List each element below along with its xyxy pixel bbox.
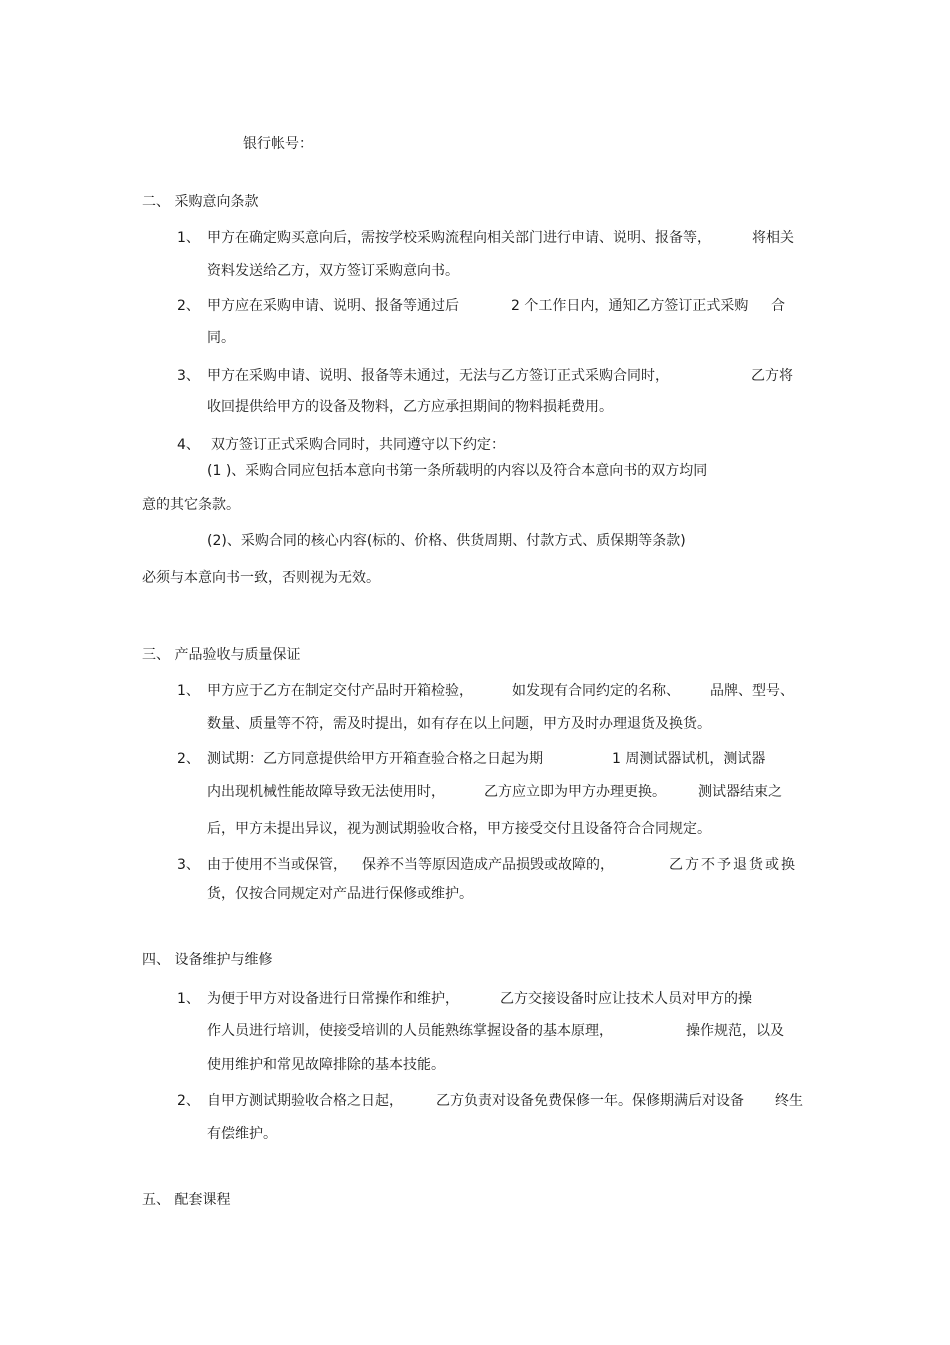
s2-sub-2-line-1: (2)、采购合同的核心内容(标的、价格、供货周期、付款方式、质保期等条款) [207, 533, 686, 549]
s2-item-3-line-1b: 乙方将 [751, 368, 793, 384]
s3-item-2-line-2b: 乙方应立即为甲方办理更换。 [484, 784, 666, 800]
s2-item-2-line-1a: 甲方应在采购申请、说明、报备等通过后 [207, 298, 459, 314]
s3-item-1-line-1c: 品牌、型号、 [710, 683, 794, 699]
s4-item-1-line-3: 使用维护和常见故障排除的基本技能。 [207, 1057, 445, 1073]
s2-sub-1-line-1: (1 )、采购合同应包括本意向书第一条所载明的内容以及符合本意向书的双方均同 [207, 463, 708, 479]
s3-item-3-line-1a: 由于使用不当或保管， [207, 857, 347, 873]
section-4-heading: 四、 设备维护与维修 [142, 952, 273, 968]
s3-item-3-number: 3、 [177, 857, 200, 873]
s4-item-2-line-1c: 终生 [775, 1093, 803, 1109]
s2-item-2-line-1b: 2 个工作日内，通知乙方签订正式采购 [511, 298, 749, 314]
s4-item-2-line-1b: 乙方负责对设备免费保修一年。保修期满后对设备 [436, 1093, 744, 1109]
s2-sub-1-line-2: 意的其它条款。 [142, 497, 240, 513]
s2-item-3-number: 3、 [177, 368, 200, 384]
s4-item-2-number: 2、 [177, 1093, 200, 1109]
s2-item-1-line-1b: 将相关 [752, 230, 794, 246]
s2-item-1-number: 1、 [177, 230, 200, 246]
s3-item-3-line-1c: 乙方不予退货或换 [669, 857, 797, 873]
s3-item-1-line-2: 数量、质量等不符，需及时提出，如有存在以上问题，甲方及时办理退货及换货。 [207, 716, 711, 732]
s4-item-2-line-1a: 自甲方测试期验收合格之日起， [207, 1093, 403, 1109]
s3-item-2-line-2c: 测试器结束之 [698, 784, 782, 800]
section-3-heading: 三、 产品验收与质量保证 [142, 647, 301, 663]
s3-item-3-line-1b: 保养不当等原因造成产品损毁或故障的， [362, 857, 614, 873]
s2-sub-2-line-2: 必须与本意向书一致，否则视为无效。 [142, 570, 380, 586]
bank-account-label: 银行帐号： [243, 136, 313, 152]
s4-item-1-number: 1、 [177, 991, 200, 1007]
s2-item-3-line-1a: 甲方在采购申请、说明、报备等未通过，无法与乙方签订正式采购合同时， [207, 368, 669, 384]
s2-item-4-line-1: 双方签订正式采购合同时，共同遵守以下约定： [211, 437, 505, 453]
s3-item-2-line-3: 后，甲方未提出异议，视为测试期验收合格，甲方接受交付且设备符合合同规定。 [207, 821, 711, 837]
s3-item-2-number: 2、 [177, 751, 200, 767]
s2-item-3-line-2: 收回提供给甲方的设备及物料，乙方应承担期间的物料损耗费用。 [207, 399, 613, 415]
section-5-heading: 五、 配套课程 [142, 1192, 231, 1208]
s3-item-1-line-1b: 如发现有合同约定的名称、 [512, 683, 680, 699]
s2-item-1-line-2: 资料发送给乙方，双方签订采购意向书。 [207, 263, 459, 279]
s3-item-1-number: 1、 [177, 683, 200, 699]
s4-item-1-line-2b: 操作规范，以及 [686, 1023, 784, 1039]
s4-item-1-line-2a: 作人员进行培训，使接受培训的人员能熟练掌握设备的基本原理， [207, 1023, 613, 1039]
s2-item-2-number: 2、 [177, 298, 200, 314]
s4-item-2-line-2: 有偿维护。 [207, 1126, 277, 1142]
s2-item-4-number: 4、 [177, 437, 200, 453]
s2-item-2-line-1c: 合 [771, 298, 785, 314]
section-2-heading: 二、 采购意向条款 [142, 194, 259, 210]
s3-item-2-line-1a: 测试期：乙方同意提供给甲方开箱查验合格之日起为期 [207, 751, 543, 767]
s3-item-1-line-1a: 甲方应于乙方在制定交付产品时开箱检验， [207, 683, 473, 699]
s2-item-1-line-1a: 甲方在确定购买意向后，需按学校采购流程向相关部门进行申请、说明、报备等， [207, 230, 711, 246]
s4-item-1-line-1b: 乙方交接设备时应让技术人员对甲方的操 [500, 991, 752, 1007]
s3-item-3-line-2: 货，仅按合同规定对产品进行保修或维护。 [207, 886, 473, 902]
s2-item-2-line-2: 同。 [207, 330, 235, 346]
s3-item-2-line-2a: 内出现机械性能故障导致无法使用时， [207, 784, 445, 800]
s4-item-1-line-1a: 为便于甲方对设备进行日常操作和维护， [207, 991, 459, 1007]
s3-item-2-line-1b: 1 周测试器试机，测试器 [612, 751, 766, 767]
